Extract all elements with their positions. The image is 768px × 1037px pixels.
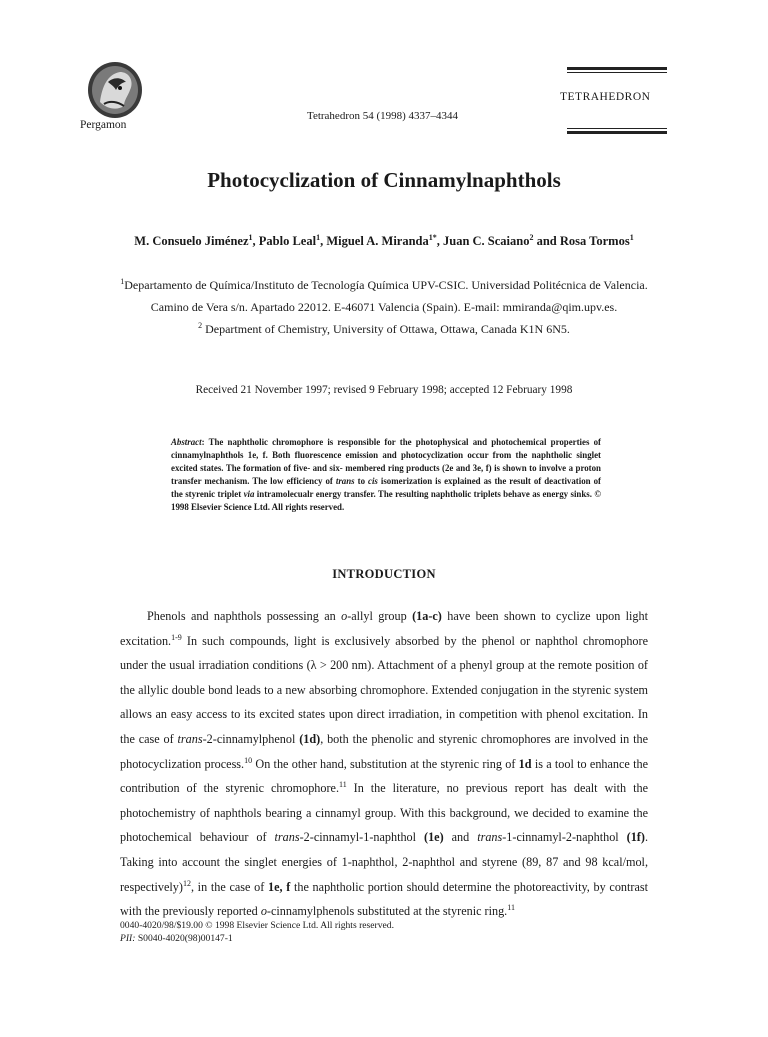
affiliation-1-line-2: Camino de Vera s/n. Apartado 22012. E-46071 Valencia (Spain). E-mail: mmiranda@qim.upv.es. xyxy=(150,300,618,314)
section-heading: INTRODUCTION xyxy=(332,567,436,581)
footer xyxy=(120,919,394,945)
publisher-name: Pergamon xyxy=(80,119,127,131)
affiliation-text: Departamento de Química/Instituto de Tecnología Química UPV-CSIC. Universidad Politécnica de Valencia. xyxy=(124,278,648,292)
author-list xyxy=(0,234,768,249)
author: Miguel A. Miranda xyxy=(326,234,429,248)
abstract-text: intramolecualr energy transfer. The resulting naphtholic triplets behave as energy sinks. © 1998 Elsevier Science Ltd. All rights reserved. xyxy=(171,489,601,512)
author-separator: , xyxy=(320,234,327,248)
header-rule-top xyxy=(567,67,667,70)
author: Rosa Tormos xyxy=(559,234,630,248)
affiliation-mark: 1 xyxy=(120,277,125,286)
copyright-line: 0040-4020/98/$19.00 © 1998 Elsevier Science Ltd. All rights reserved. xyxy=(120,920,394,931)
author-separator: , xyxy=(436,234,443,248)
author-affiliation-mark: 1* xyxy=(428,232,437,242)
affiliation-2 xyxy=(0,322,768,337)
abstract-text: to xyxy=(354,476,369,486)
pii-value: S0040-4020(98)00147-1 xyxy=(135,933,233,944)
author-separator: and xyxy=(533,234,560,248)
pii-line xyxy=(120,932,394,945)
author-affiliation-mark: 1 xyxy=(248,232,253,242)
publisher-logo xyxy=(78,60,156,120)
abstract-text: : The naphtholic chromophore is responsible for the photophysical and photochemical properties of cinnamylnaphthols 1e, f. Both fluorescence emission and photocyclization occur from the naphtholic singlet excited states. The formation of five- and six- membered ring products (2e and 3e, f) is shown to involve a proton transfer mechanism. The low efficiency of xyxy=(171,437,601,486)
affiliation-1-line-1 xyxy=(0,278,768,293)
paper-title: Photocyclization of Cinnamylnaphthols xyxy=(207,168,561,192)
author-affiliation-mark: 1 xyxy=(629,232,634,242)
header-rule-bottom-thick xyxy=(567,131,667,134)
author-separator: , xyxy=(252,234,259,248)
paragraph: Phenols and naphthols possessing an o-allyl group (1a-c) have been shown to cyclize upon light excitation.$^{1-9}$ In such compounds, light is exclusively absorbed by the phenol or naphthol chromophore under the usual irradiation conditions (λ > 200 nm). Attachment of a phenyl group at the remote position of the allylic double bond leads to a new absorbing chromophore. Extended conjugation in the styrenic system allows an easy access to its excited states upon direct irradiation, in competition with phenol excitation. In the case of trans-2-cinnamylphenol (1d), both the phenolic and styrenic chromophores are involved in the photocyclization process.$^{10}$ On the other hand, substitution at the styrenic ring of 1d is a tool to enhance the contribution of the styrenic chromophore.$^{11}$ In the literature, no previous report has dealt with the photochemistry of naphthols bearing a cinnamyl group. With this background, we decided to examine the photochemical behaviour of trans-2-cinnamyl-1-naphthol (1e) and trans-1-cinnamyl-2-naphthol (1f). Taking into account the singlet energies of 1-naphthol, 2-naphthol and styrene (89, 87 and 98 kcal/mol, respectively)$^{12}$, in the case of 1e, f the naphtholic portion should determine the photoreactivity, by contrast with the previously reported o-cinnamylphenols substituted at the styrenic ring.$^{11}$ xyxy=(120,609,649,919)
author: M. Consuelo Jiménez xyxy=(134,234,249,248)
journal-citation: Tetrahedron 54 (1998) 4337–4344 xyxy=(307,110,459,122)
abstract-label: Abstract xyxy=(171,437,202,447)
affiliation-mark: 2 xyxy=(198,321,203,330)
header-rule-bottom xyxy=(567,128,667,129)
author: Juan C. Scaiano xyxy=(443,234,530,248)
author: Pablo Leal xyxy=(258,234,317,248)
abstract-italic: trans xyxy=(335,476,355,486)
abstract-text: isomerization is explained as the result of deactivation of the styrenic triplet xyxy=(171,476,601,499)
affiliation-text: Department of Chemistry, University of Ottawa, Ottawa, Canada K1N 6N5. xyxy=(205,322,570,336)
introduction-body xyxy=(120,604,648,924)
journal-name: TETRAHEDRON xyxy=(560,91,651,103)
header-rule-top-thin xyxy=(567,72,667,73)
abstract-italic: via xyxy=(243,489,255,499)
pii-label: PII: xyxy=(120,933,136,944)
abstract-italic: cis xyxy=(368,476,378,486)
author-affiliation-mark: 1 xyxy=(316,232,321,242)
elsevier-tree-logo-icon xyxy=(78,60,156,120)
abstract xyxy=(171,436,601,514)
author-affiliation-mark: 2 xyxy=(529,232,534,242)
received-dates: Received 21 November 1997; revised 9 February 1998; accepted 12 February 1998 xyxy=(195,384,573,396)
